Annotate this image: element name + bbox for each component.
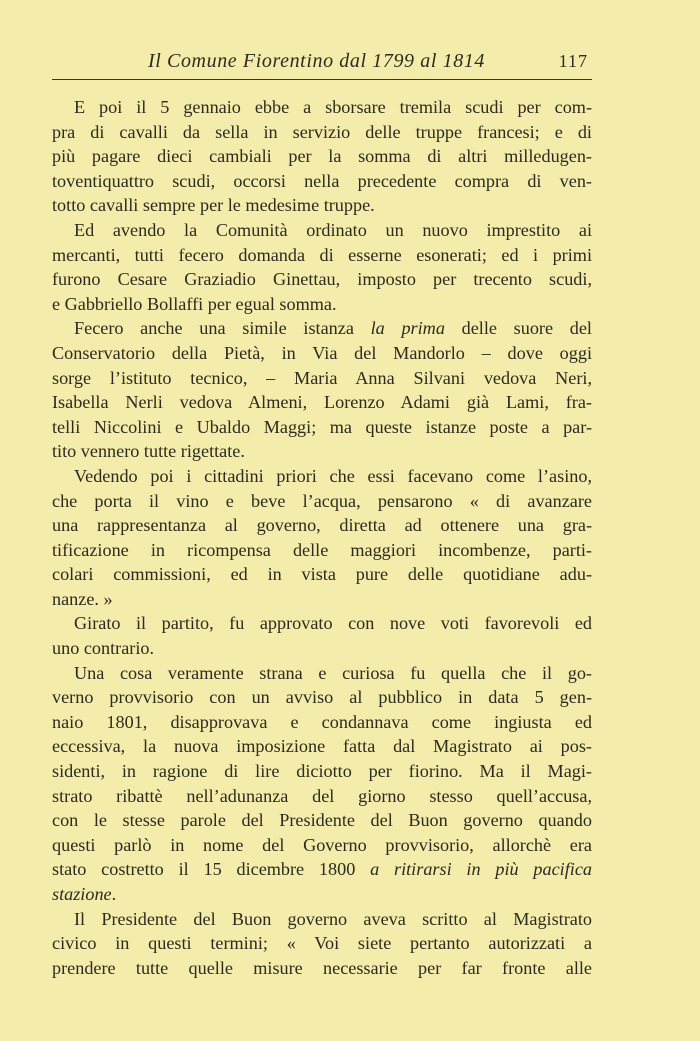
text-line: colari commissioni, ed in vista pure delle quotidiane adu- — [52, 564, 592, 585]
text-line: uno contrario. — [52, 638, 155, 659]
text-line: Isabella Nerli vedova Almeni, Lorenzo Adami già Lami, fra- — [52, 392, 592, 413]
italic-run: a ritirarsi in più pacifica — [370, 859, 592, 880]
text-line: strato ribattè nell’adunanza del giorno stesso quell’accusa, — [52, 785, 592, 806]
text-run: stato costretto il 15 dicembre 1800 — [52, 859, 371, 880]
text-line: con le stesse parole del Presidente del Buon governo quando — [52, 810, 592, 831]
text-line: sidenti, in ragione di lire diciotto per fiorino. Ma il Magi- — [52, 761, 592, 782]
text-line: una rappresentanza al governo, diretta ad ottenere una gra- — [52, 515, 592, 536]
text-line: telli Niccolini e Ubaldo Maggi; ma queste istanze poste a par- — [52, 416, 592, 437]
italic-run: la prima — [370, 318, 445, 339]
text-line: Vedendo poi i cittadini priori che essi facevano come l’asino, — [74, 465, 592, 486]
running-head — [52, 48, 592, 78]
text-line: eccessiva, la nuova imposizione fatta dal Magistrato ai pos- — [52, 736, 592, 757]
text-line — [52, 316, 592, 341]
text-line: più pagare dieci cambiali per la somma di altri milledugen- — [52, 146, 592, 167]
text-line: prendere tutte quelle misure necessarie per far fronte alle — [52, 957, 592, 978]
body-text — [52, 95, 592, 980]
text-run: . — [111, 884, 117, 904]
text-run: delle suore del — [444, 318, 592, 339]
text-line: Una cosa veramente strana e curiosa fu quella che il go- — [74, 662, 592, 683]
text-line: e Gabbriello Bollaffi per egual somma. — [52, 293, 337, 314]
text-line — [52, 882, 592, 907]
text-line: Girato il partito, fu approvato con nove voti favorevoli ed — [74, 613, 592, 634]
text-line: civico in questi termini; « Voi siete pertanto autorizzati a — [52, 933, 592, 954]
text-line: Il Presidente del Buon governo aveva scritto al Magistrato — [74, 908, 592, 929]
text-line: pra di cavalli da sella in servizio delle truppe francesi; e di — [52, 121, 592, 142]
text-line: toventiquattro scudi, occorsi nella precedente compra di ven- — [52, 170, 592, 191]
page-number: 117 — [558, 51, 588, 71]
text-line: tito vennero tutte rigettate. — [52, 441, 245, 462]
text-line: Ed avendo la Comunità ordinato un nuovo imprestito ai — [74, 219, 592, 240]
text-line — [52, 857, 592, 882]
text-line: totto cavalli sempre per le medesime truppe. — [52, 195, 375, 216]
text-line: tificazione in ricompensa delle maggiori incombenze, parti- — [52, 539, 592, 560]
text-line: nanze. » — [52, 588, 113, 609]
text-line: sorge l’istituto tecnico, – Maria Anna Silvani vedova Neri, — [52, 367, 592, 388]
text-line: Conservatorio della Pietà, in Via del Mandorlo – dove oggi — [52, 342, 592, 363]
text-line: naio 1801, disapprovava e condannava come ingiusta ed — [52, 711, 592, 732]
text-line: E poi il 5 gennaio ebbe a sborsare tremila scudi per com- — [74, 97, 592, 117]
text-line: questi parlò in nome del Governo provvisorio, allorchè era — [52, 834, 592, 855]
header-rule — [52, 79, 592, 80]
text-line: verno provvisorio con un avviso al pubblico in data 5 gen- — [52, 687, 592, 708]
text-run: Fecero anche una simile istanza — [74, 318, 371, 339]
text-line: furono Cesare Graziadio Ginettau, imposto per trecento scudi, — [52, 269, 592, 290]
text-line: che porta il vino e beve l’acqua, pensarono « di avanzare — [52, 490, 592, 511]
italic-run: stazione — [52, 884, 112, 904]
text-line: mercanti, tutti fecero domanda di esserne esonerati; ed i primi — [52, 244, 592, 265]
running-title: Il Comune Fiorentino dal 1799 al 1814 — [148, 50, 485, 72]
